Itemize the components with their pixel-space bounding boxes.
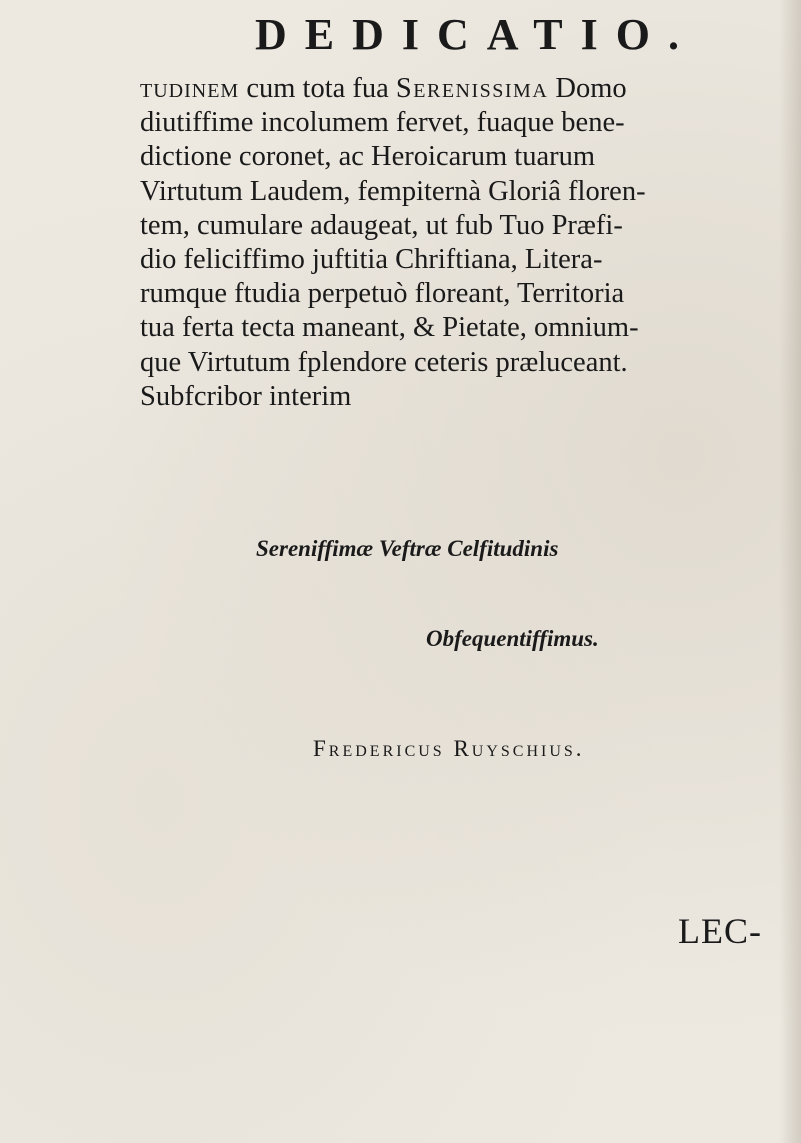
closing-obsequious: Obfequentiffimus. [426, 626, 599, 651]
text-line: tua ferta tecta maneant, & Pietate, omnium- [140, 312, 639, 344]
lead-word: tudinem [140, 73, 240, 104]
small-caps-word: Serenissima [395, 73, 549, 104]
text-line: rumque ftudia perpetuò floreant, Territoria [140, 278, 625, 310]
text-line: diutiffime incolumem fervet, fuaque bene- [140, 107, 625, 139]
page-edge-shadow [779, 0, 801, 1143]
line-text: cum tota fua [239, 73, 396, 104]
text-line [140, 72, 780, 106]
text-line: tem, cumulare adaugeat, ut fub Tuo Præfi- [140, 209, 623, 241]
text-line: dictione coronet, ac Heroicarum tuarum [140, 141, 596, 173]
closing-salutation: Sereniffimæ Veftræ Celfitudinis [256, 536, 559, 561]
text-line: que Virtutum fplendore ceteris præluceant. [140, 346, 628, 378]
author-signature: Fredericus Ruyschius. [313, 736, 585, 761]
line-tail: Domo [548, 73, 627, 104]
text-line: Virtutum Laudem, fempiternà Gloriâ floren- [140, 175, 646, 207]
text-line: dio feliciffimo juftitia Chriftiana, Litera- [140, 244, 603, 276]
body-text [140, 72, 780, 414]
show-through-ink [120, 430, 780, 460]
catchword: LEC- [678, 911, 762, 951]
text-line: Subfcribor interim [140, 380, 352, 412]
running-header: DEDICATIO. [255, 10, 698, 59]
